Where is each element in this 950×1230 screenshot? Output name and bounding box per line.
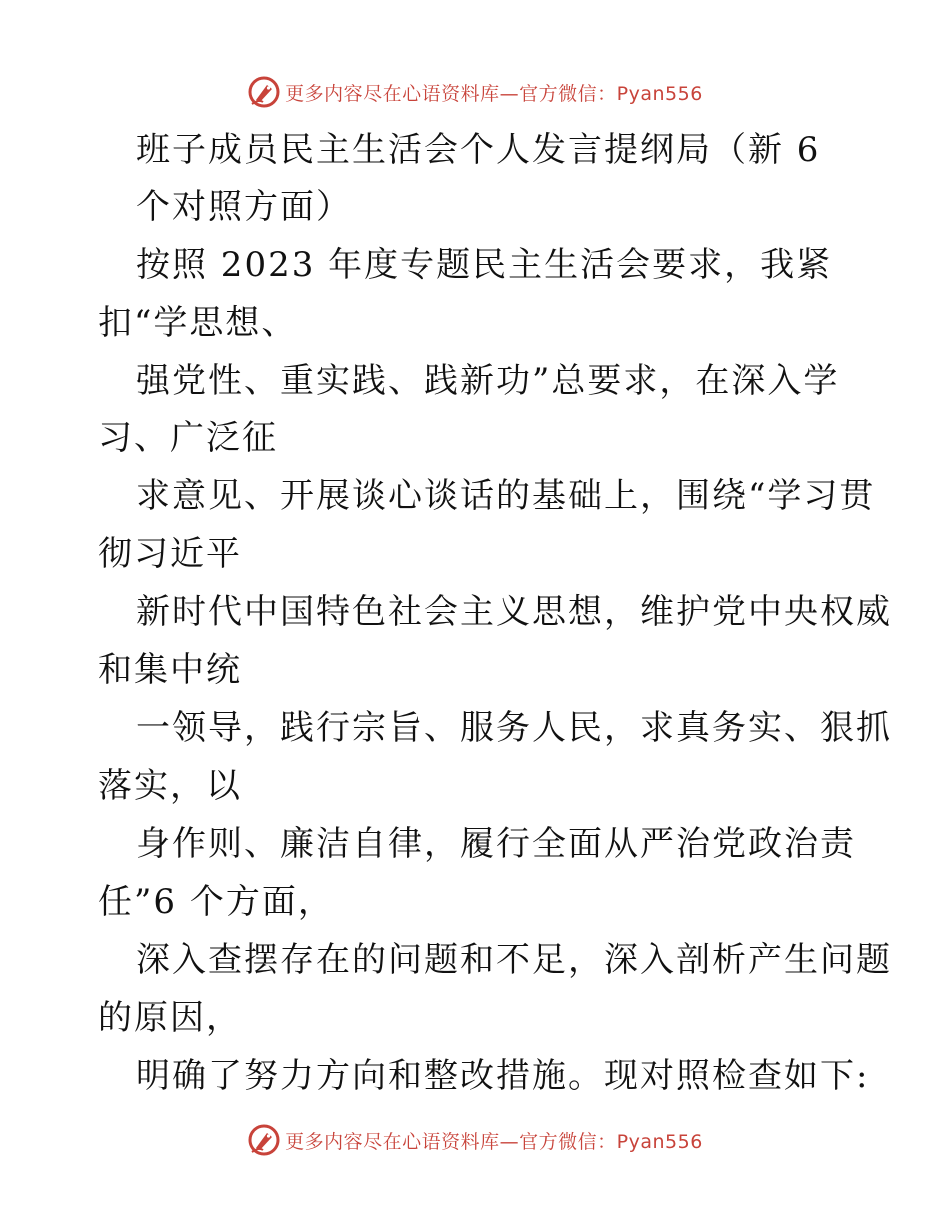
document-line: 求意见、开展谈心谈话的基础上，围绕“学习贯: [136, 476, 876, 516]
document-line: 一领导，践行宗旨、服务人民，求真务实、狠抓: [136, 708, 892, 748]
document-line: 习、广泛征: [98, 418, 278, 458]
document-line: 落实，以: [98, 766, 242, 806]
document-line: 任”6 个方面，: [98, 882, 334, 922]
document-line: 按照 2023 年度专题民主生活会要求，我紧: [136, 245, 833, 285]
footer-banner-text: 更多内容尽在心语资料库—官方微信：Pyan556: [285, 1130, 703, 1153]
pen-nib-circle-logo-icon: [247, 75, 281, 109]
document-line: 深入查摆存在的问题和不足，深入剖析产生问题: [136, 940, 892, 980]
document-line: 和集中统: [98, 650, 242, 690]
document-line: 的原因，: [98, 998, 242, 1038]
header-banner-text: 更多内容尽在心语资料库—官方微信：Pyan556: [285, 82, 703, 105]
document-line: 个对照方面）: [136, 187, 352, 227]
document-line: 扣“学思想、: [98, 303, 298, 343]
document-line: 彻习近平: [98, 534, 242, 574]
document-line: 班子成员民主生活会个人发言提纲局（新 6: [136, 130, 821, 170]
document-line: 明确了努力方向和整改措施。现对照检查如下:: [136, 1056, 870, 1096]
document-line: 新时代中国特色社会主义思想，维护党中央权威: [136, 592, 892, 632]
document-line: 身作则、廉洁自律，履行全面从严治党政治责: [136, 824, 856, 864]
document-line: 强党性、重实践、践新功”总要求，在深入学: [136, 361, 840, 401]
footer-banner: [0, 1120, 950, 1160]
header-banner: [0, 72, 950, 112]
pen-nib-circle-logo-icon: [247, 1123, 281, 1157]
